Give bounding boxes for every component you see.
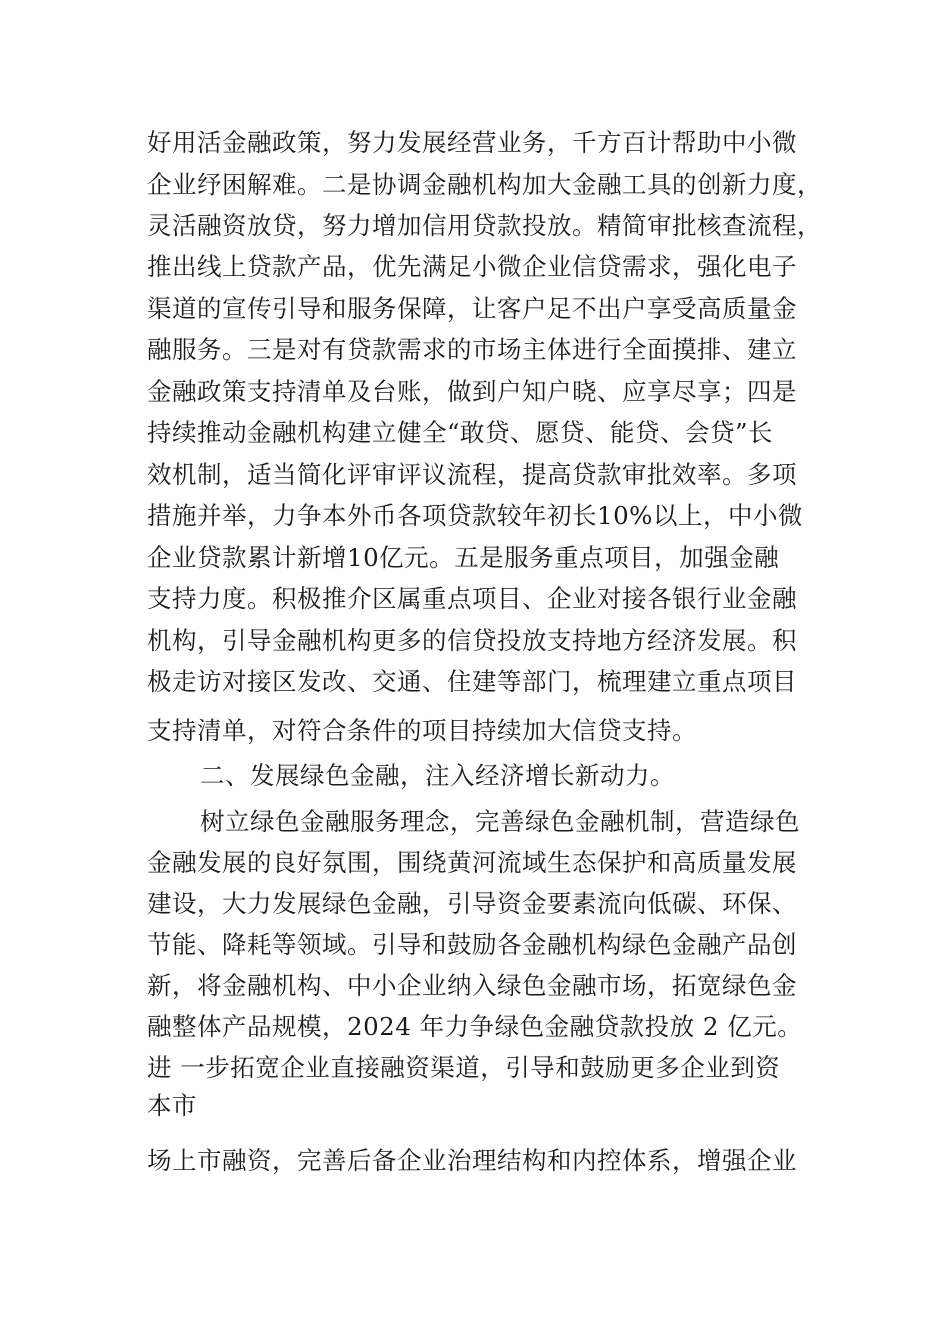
text-line: 好用活金融政策，努力发展经营业务，千方百计帮助中小微: [147, 128, 797, 157]
text-line: 融服务。三是对有贷款需求的市场主体进行全面摸排、建立: [147, 335, 797, 364]
text-line: 支持清单，对符合条件的项目持续加大信贷支持。: [147, 716, 697, 745]
text-line: 推出线上贷款产品，优先满足小微企业信贷需求，强化电子: [147, 252, 797, 281]
text-line: 措施并举，力争本外币各项贷款较年初长10%以上，中小微: [147, 501, 803, 530]
text-line: 金融发展的良好氛围，围绕黄河流域生态保护和高质量发展: [147, 848, 797, 877]
text-line: 灵活融资放贷，努力增加信用贷款投放。精简审批核查流程，: [147, 211, 822, 240]
text-line: 机构，引导金融机构更多的信贷投放支持地方经济发展。积: [147, 626, 797, 655]
text-line: 极走访对接区发改、交通、住建等部门，梳理建立重点项目: [147, 667, 797, 696]
text-line: 融整体产品规模，2024 年力争绿色金融贷款投放 2 亿元。: [147, 1012, 803, 1041]
text-line: 新，将金融机构、中小企业纳入绿色金融市场，拓宽绿色金: [147, 971, 797, 1000]
text-line: 渠道的宣传引导和服务保障，让客户足不出户享受高质量金: [147, 294, 797, 323]
text-line: 持续推动金融机构建立健全“敢贷、愿贷、能贷、会贷”长: [147, 418, 774, 447]
text-line: 效机制，适当简化评审评议流程，提高贷款审批效率。多项: [147, 460, 797, 489]
text-line: 树立绿色金融服务理念，完善绿色金融机制，营造绿色: [200, 807, 800, 836]
text-line: 支持力度。积极推介区属重点项目、企业对接各银行业金融: [147, 584, 797, 613]
text-line: 金融政策支持清单及台账，做到户知户晓、应享尽享；四是: [147, 377, 797, 406]
text-line: 本市: [147, 1091, 197, 1120]
text-line: 场上市融资，完善后备企业治理结构和内控体系，增强企业: [147, 1146, 797, 1175]
text-line: 进 一步拓宽企业直接融资渠道，引导和鼓励更多企业到资: [147, 1053, 781, 1082]
text-line: 节能、降耗等领域。引导和鼓励各金融机构绿色金融产品创: [147, 930, 797, 959]
text-line: 建设，大力发展绿色金融，引导资金要素流向低碳、环保、: [147, 889, 797, 918]
text-line: 企业贷款累计新增10亿元。五是服务重点项目，加强金融: [147, 543, 780, 572]
text-line: 企业纾困解难。二是协调金融机构加大金融工具的创新力度，: [147, 170, 822, 199]
section-heading: 二、发展绿色金融，注入经济增长新动力。: [200, 761, 675, 790]
